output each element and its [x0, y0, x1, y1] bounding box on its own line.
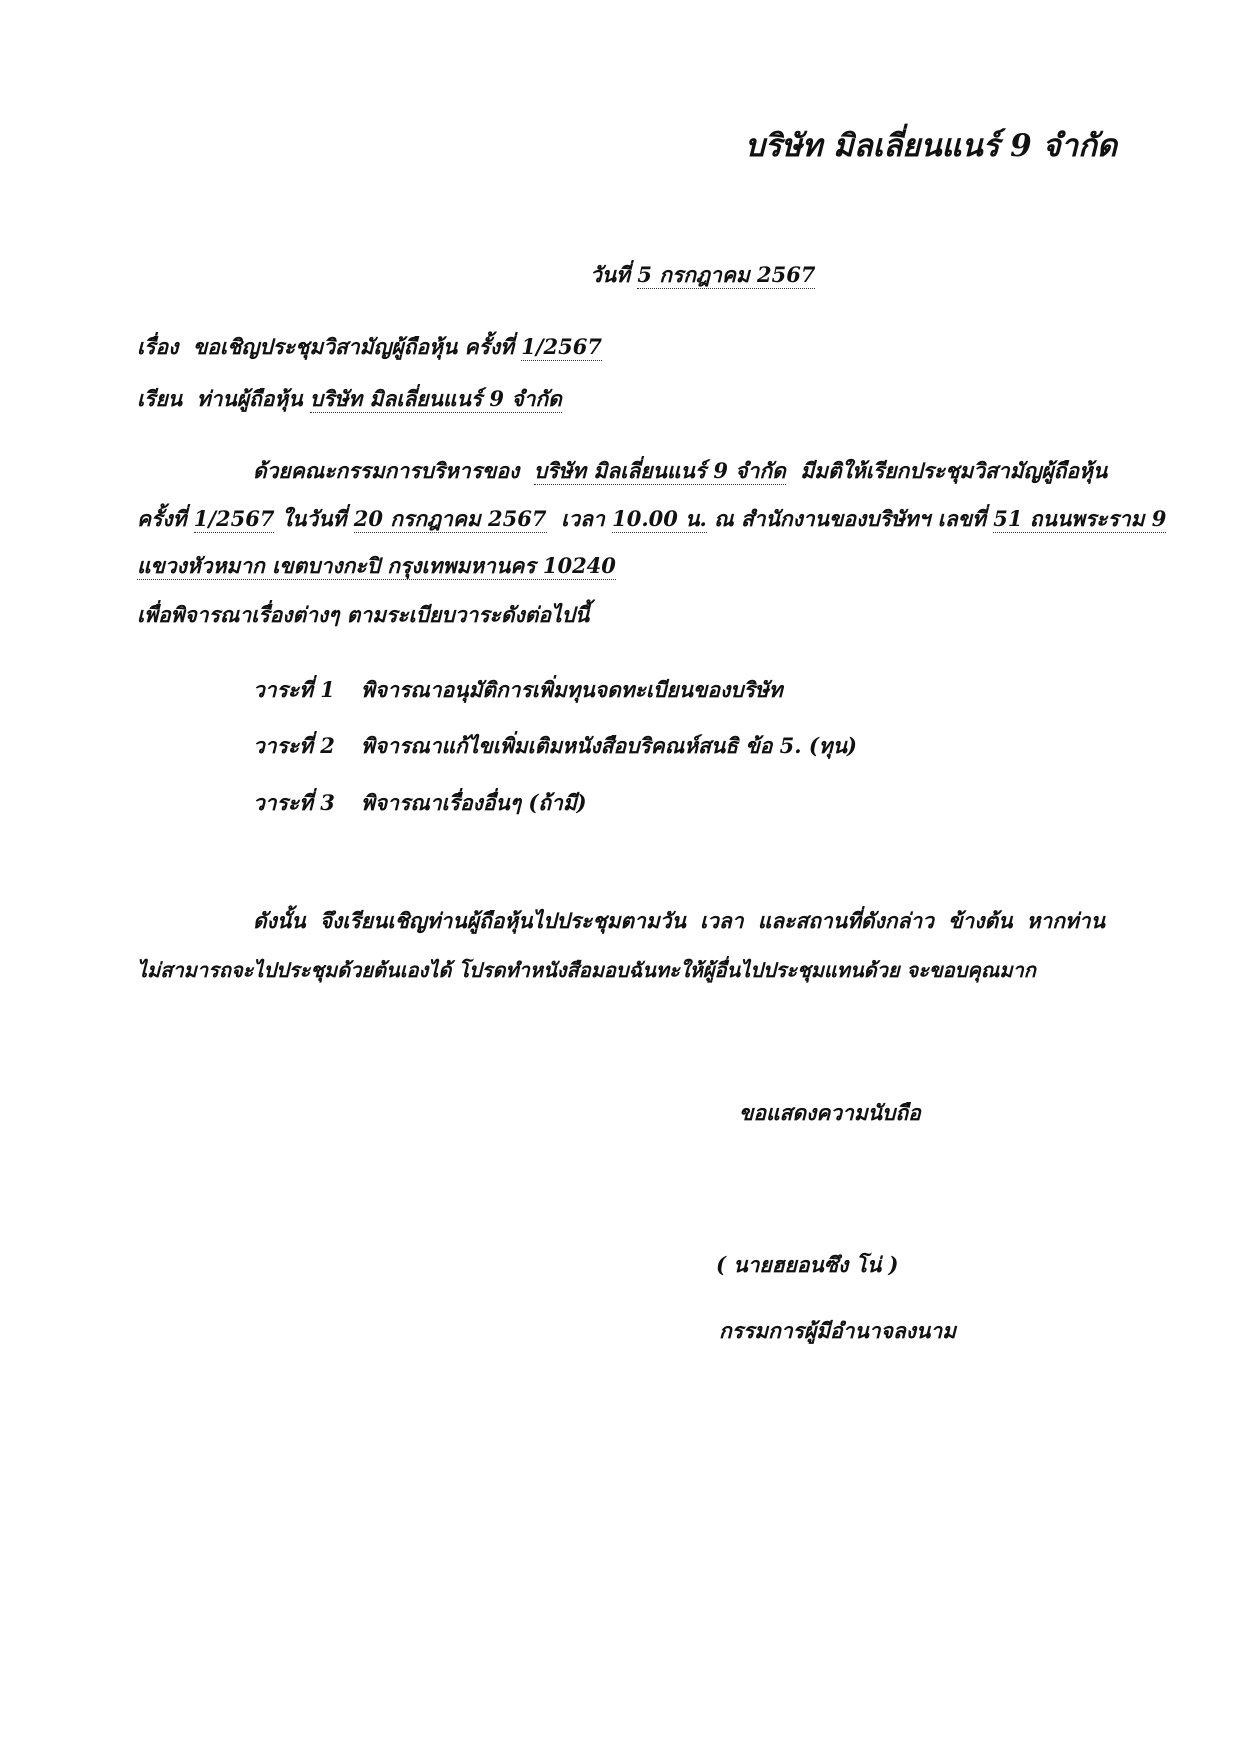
agenda-item	[253, 677, 783, 702]
recipient-company: บริษัท มิลเลี่ยนแนร์ 9 จำกัด	[309, 386, 562, 411]
agenda-item	[253, 790, 587, 815]
closing-word: และสถานที่ดังกล่าว	[757, 908, 934, 933]
meeting-address: 51 ถนนพระราม 9	[993, 506, 1167, 531]
company-header: บริษัท มิลเลี่ยนแนร์ 9 จำกัด	[745, 128, 1117, 164]
body-company: บริษัท มิลเลี่ยนแนร์ 9 จำกัด	[533, 458, 786, 483]
regards: ขอแสดงความนับถือ	[739, 1100, 921, 1125]
closing-word: จึงเรียนเชิญท่านผู้ถือหุ้นไปประชุมตามวัน	[319, 908, 686, 933]
body-line-4: เพื่อพิจารณาเรื่องต่างๆ ตามระเบียบวาระดังต่อไปนี้	[137, 602, 590, 627]
date-line	[590, 262, 815, 287]
agenda-text: พิจารณาอนุมัติการเพิ่มทุนจดทะเบียนของบริษัท	[361, 677, 783, 702]
closing-line-2: ไม่สามารถจะไปประชุมด้วยต้นเองได้ โปรดทำหนังสือมอบฉันทะให้ผู้อื่นไปประชุมแทนด้วย จะขอบคุณมาก	[137, 958, 1036, 982]
signer-name: ( นายฮยอนซึง โน่ )	[716, 1252, 899, 1277]
recipient-line	[137, 386, 562, 411]
closing-word: หากท่าน	[1026, 908, 1105, 933]
meeting-date: 20 กรกฎาคม 2567	[353, 506, 547, 531]
closing-word: เวลา	[699, 908, 744, 933]
date-label: วันที่	[590, 262, 630, 287]
agenda-number: วาระที่ 3	[253, 790, 335, 815]
body-line-3	[137, 553, 616, 578]
body-text: ณ สำนักงานของบริษัทฯ เลขที่	[714, 506, 986, 531]
body-text: ในวันที่	[281, 506, 347, 531]
closing-line-1	[253, 908, 1105, 933]
subject-label: เรื่อง	[137, 334, 179, 359]
body-text: เวลา	[561, 506, 605, 531]
date-value: 5 กรกฎาคม 2567	[637, 262, 816, 287]
body-line-2	[137, 506, 1166, 531]
meeting-time: 10.00 น.	[612, 506, 707, 531]
agenda-number: วาระที่ 2	[253, 733, 335, 758]
recipient-text: ท่านผู้ถือหุ้น	[196, 386, 303, 411]
subject-text: ขอเชิญประชุมวิสามัญผู้ถือหุ้น ครั้งที่	[192, 334, 514, 359]
meeting-number: 1/2567	[193, 506, 275, 531]
body-line-1	[253, 458, 1107, 483]
recipient-label: เรียน	[137, 386, 183, 411]
agenda-item	[253, 733, 857, 758]
agenda-text: พิจารณาแก้ไขเพิ่มเติมหนังสือบริคณห์สนธิ ข้อ 5. (ทุน)	[361, 733, 857, 758]
body-text: ด้วยคณะกรรมการบริหารของ	[253, 458, 520, 483]
agenda-text: พิจารณาเรื่องอื่นๆ (ถ้ามี)	[361, 790, 587, 815]
closing-word: ข้างต้น	[948, 908, 1013, 933]
agenda-number: วาระที่ 1	[253, 677, 335, 702]
signer-title: กรรมการผู้มีอำนาจลงนาม	[719, 1318, 957, 1343]
body-text: มีมติให้เรียกประชุมวิสามัญผู้ถือหุ้น	[800, 458, 1108, 483]
closing-word: ดังนั้น	[253, 908, 306, 933]
body-text: ครั้งที่	[137, 506, 187, 531]
meeting-address-cont: แขวงหัวหมาก เขตบางกะปิ กรุงเทพมหานคร 10240	[137, 553, 616, 578]
subject-line	[137, 334, 602, 359]
subject-number: 1/2567	[521, 334, 602, 359]
